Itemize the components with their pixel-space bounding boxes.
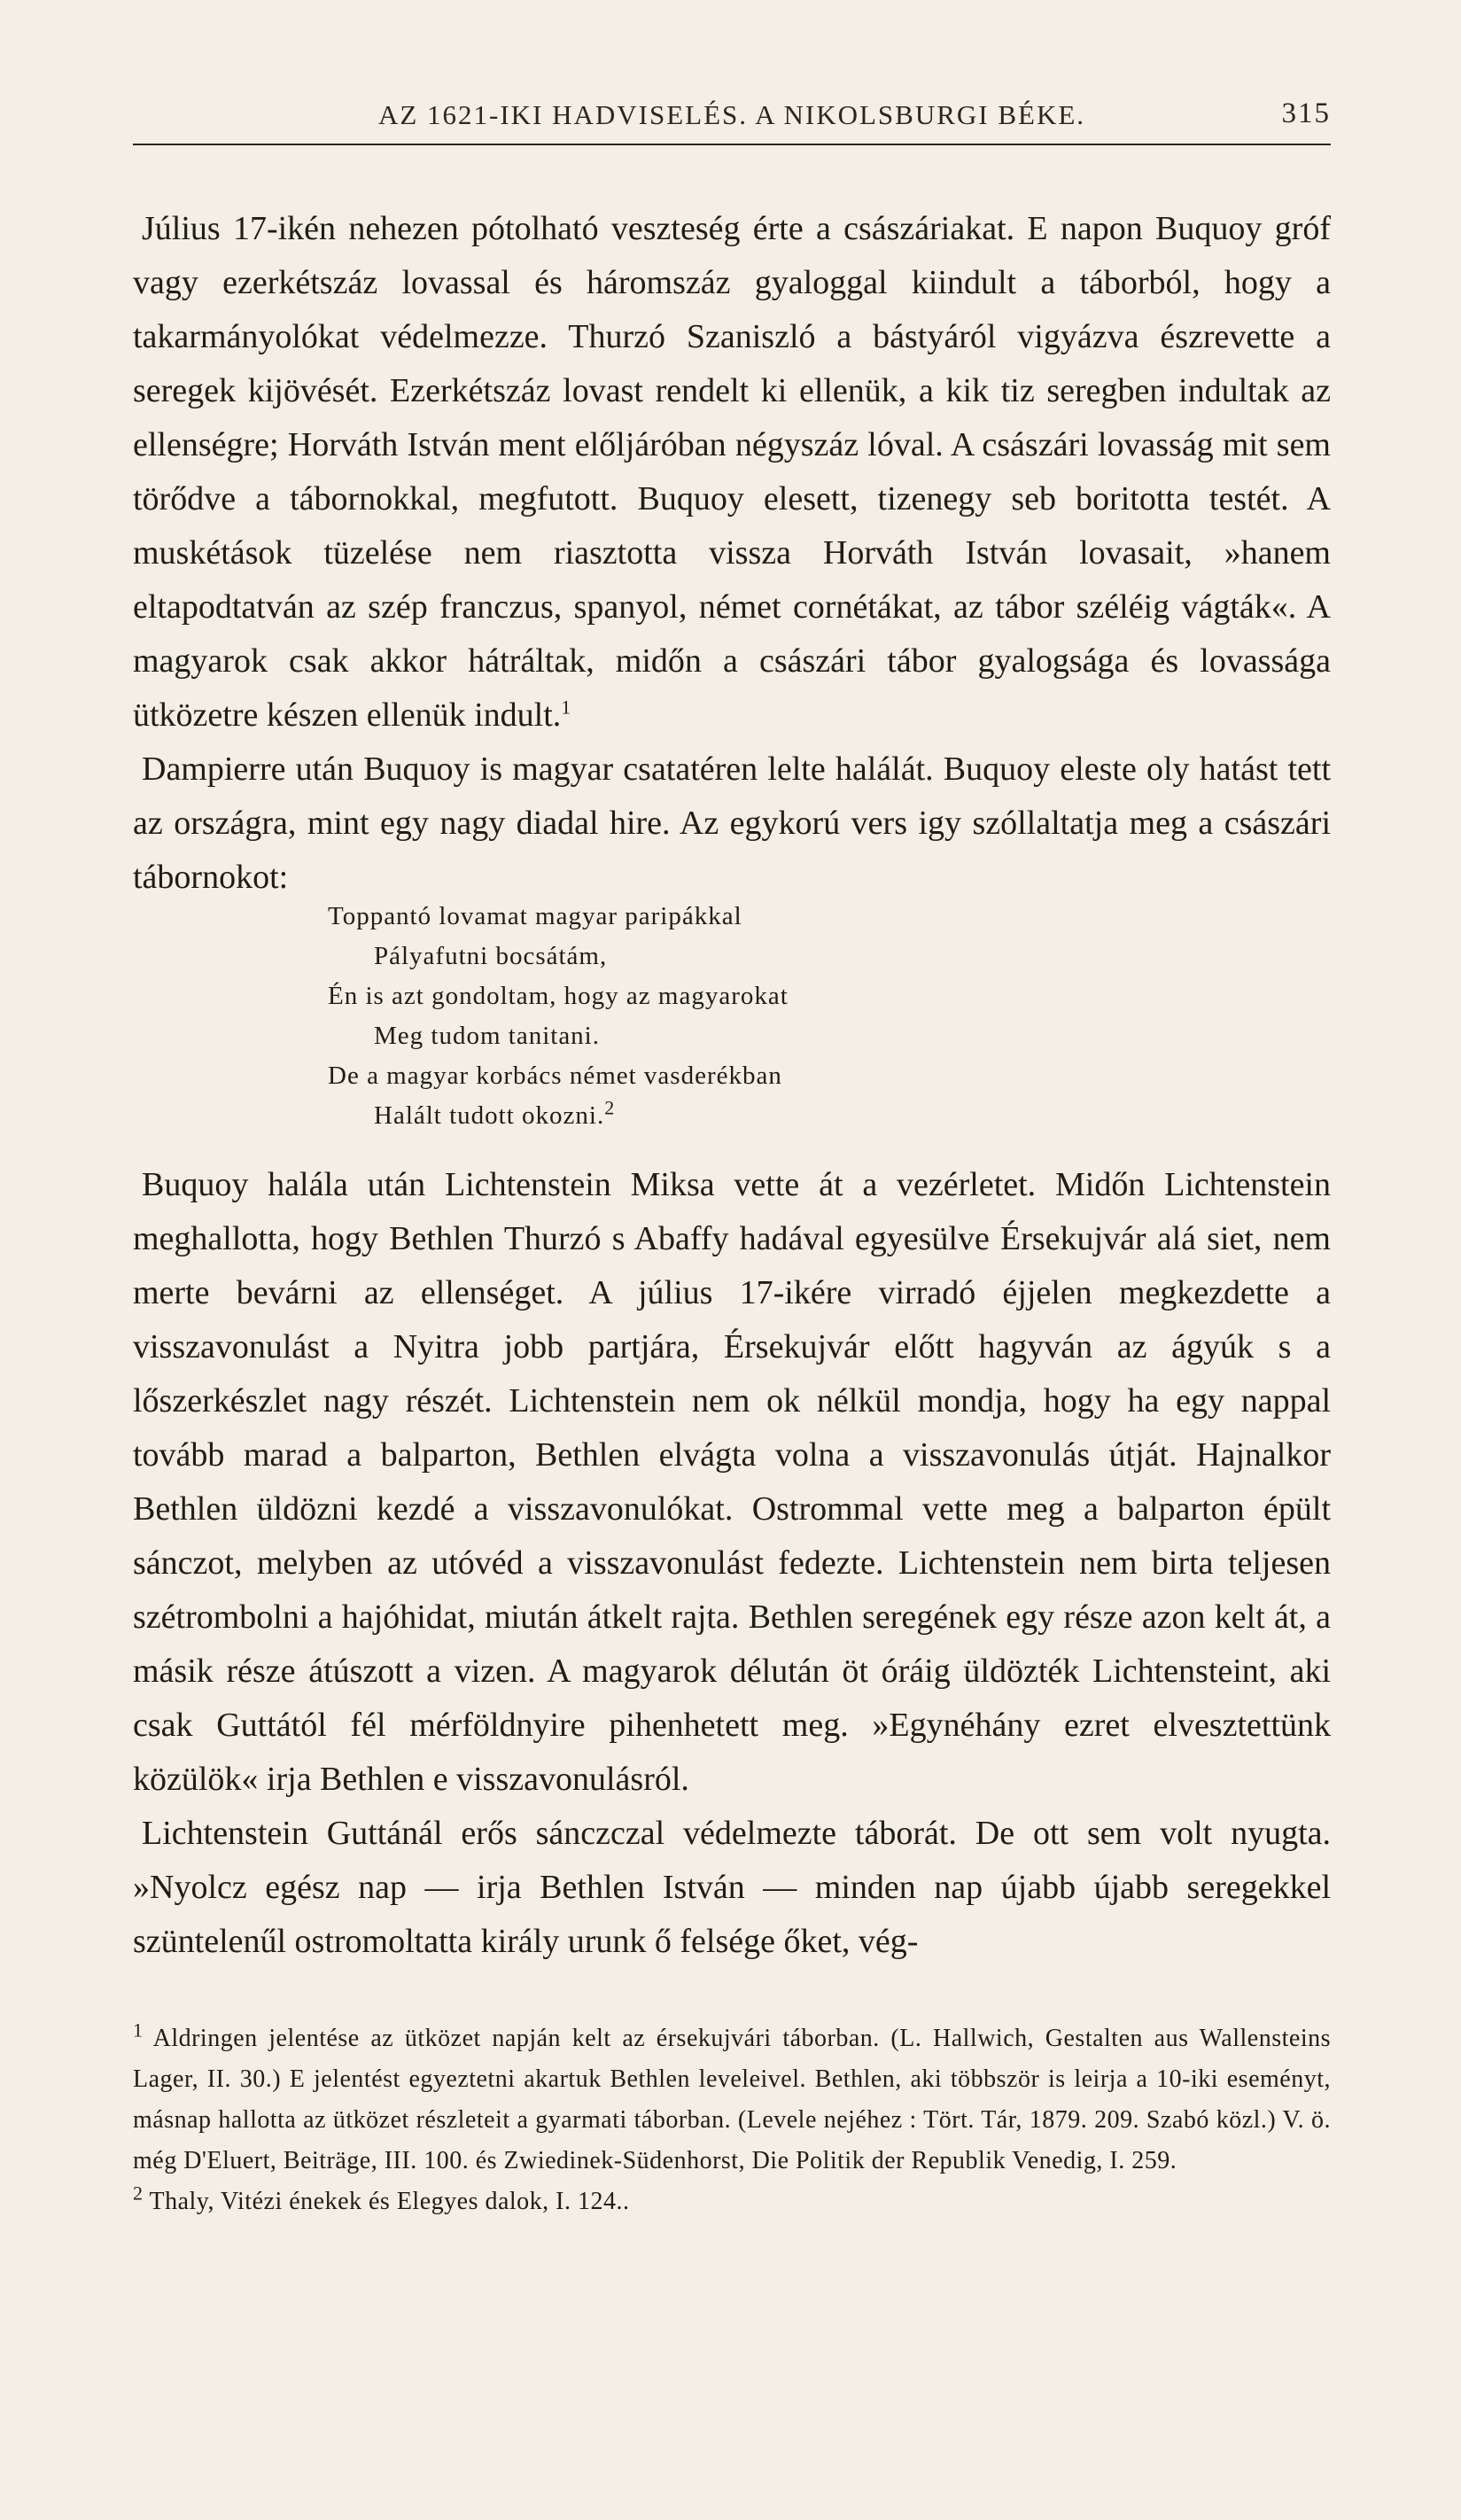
footnote-ref-1: 1 — [561, 696, 571, 719]
main-text-lower — [133, 1158, 1331, 1969]
footnote-1-text: Aldringen jelentése az ütközet napján kelt az érsekujvári táborban. (L. Hallwich, Gestalten aus Wallensteins Lager, II. 30.) E jelentést egyeztetni akartuk Bethlen leveleivel. Bethlen, aki többször is leirja a 10-iki eseményt, másnap hallotta az ütközet részleteit a gyarmati táborban. (Levele nejéhez : Tört. Tár, 1879. 209. Szabó közl.) V. ö. még D'Eluert, Beiträge, III. 100. és Zwiedinek-Südenhorst, Die Politik der Republik Venedig, I. 259. — [133, 2025, 1331, 2174]
footnote-1-mark: 1 — [133, 2018, 144, 2042]
paragraph-1-text: Július 17-ikén nehezen pótolható veszteség érte a császáriakat. E napon Buquoy gróf vagy ezerkétszáz lovassal és háromszáz gyaloggal kiindult a táborból, hogy a takarmányolókat védelmezze. Thurzó Szaniszló a bástyáról vigyázva észrevette a seregek kijövését. Ezerkétszáz lovast rendelt ki ellenük, a kik tiz seregben indultak az ellenségre; Horváth István ment előljáróban négyszáz lóval. A császári lovasság mit sem törődve a tábornokkal, megfutott. Buquoy elesett, tizenegy seb boritotta testét. A muskétások tüzelése nem riasztotta vissza Horváth István lovasait, »hanem eltapodtatván az szép franczus, spanyol, német cornétákat, az tábor széléig vágták«. A magyarok csak akkor hátráltak, midőn a császári tábor gyalogsága és lovassága ütközetre készen ellenük indult. — [133, 210, 1331, 734]
header-rule — [133, 144, 1331, 145]
footnote-2-mark: 2 — [133, 2182, 144, 2205]
footnotes — [133, 2018, 1331, 2222]
footnote-2 — [133, 2182, 1331, 2222]
footnote-1 — [133, 2018, 1331, 2182]
poem-line: Toppantó lovamat magyar paripákkal — [328, 902, 742, 930]
poem-line: Meg tudom tanitani. — [374, 1022, 600, 1050]
running-header — [133, 96, 1331, 138]
paragraph-4: Lichtenstein Guttánál erős sánczczal védelmezte táborát. De ott sem volt nyugta. »Nyolcz egész nap — irja Bethlen István — minden nap újabb újabb seregekkel szüntelenűl ostromoltatta király urunk ő felsége őket, vég- — [133, 1815, 1331, 1960]
paragraph-2: Dampierre után Buquoy is magyar csatatéren lelte halálát. Buquoy eleste oly hatást tett az országra, mint egy nagy diadal hire. Az egykorú vers igy szóllaltatja meg a császári tábornokot: — [133, 751, 1331, 896]
footnote-ref-2: 2 — [604, 1096, 616, 1119]
paragraph-3: Buquoy halála után Lichtenstein Miksa vette át a vezérletet. Midőn Lichtenstein meghallotta, hogy Bethlen Thurzó s Abaffy hadával egyesülve Érsekujvár alá siet, nem merte bevárni az ellenséget. A július 17-ikére virradó éjjelen megkezdette a visszavonulást a Nyitra jobb partjára, Érsekujvár előtt hagyván az ágyúk s a lőszerkészlet nagy részét. Lichtenstein nem ok nélkül mondja, hogy ha egy nappal tovább marad a balparton, Bethlen elvágta volna a visszavonulás útját. Hajnalkor Bethlen üldözni kezdé a visszavonulókat. Ostrommal vette meg a balparton épült sánczot, melyben az utóvéd a visszavonulást fedezte. Lichtenstein nem birta teljesen szétrombolni a hajóhidat, miután átkelt rajta. Bethlen seregének egy része azon kelt át, a másik része átúszott a vizen. A magyarok délután öt óráig üldözték Lichtensteint, aki csak Guttától fél mérföldnyire pihenhetett meg. »Egynéhány ezret elvesztettünk közülök« irja Bethlen e visszavonulásról. — [133, 1166, 1331, 1798]
page-number: 315 — [1281, 97, 1331, 129]
poem-line-text: Halált tudott okozni. — [374, 1101, 605, 1130]
poem-line — [328, 1096, 1125, 1136]
footnote-2-text: Thaly, Vitézi énekek és Elegyes dalok, I. 124.. — [149, 2188, 630, 2215]
header-title: AZ 1621-IKI HADVISELÉS. A NIKOLSBURGI BÉKE. — [377, 99, 1086, 130]
paragraph-1 — [133, 202, 1331, 743]
poem-line: Én is azt gondoltam, hogy az magyarokat — [328, 982, 789, 1010]
poem-line: Pályafutni bocsátám, — [374, 942, 608, 970]
poem-line: De a magyar korbács német vasderékban — [328, 1062, 782, 1090]
poem-quote — [328, 897, 1125, 1136]
main-text-upper — [133, 202, 1331, 905]
